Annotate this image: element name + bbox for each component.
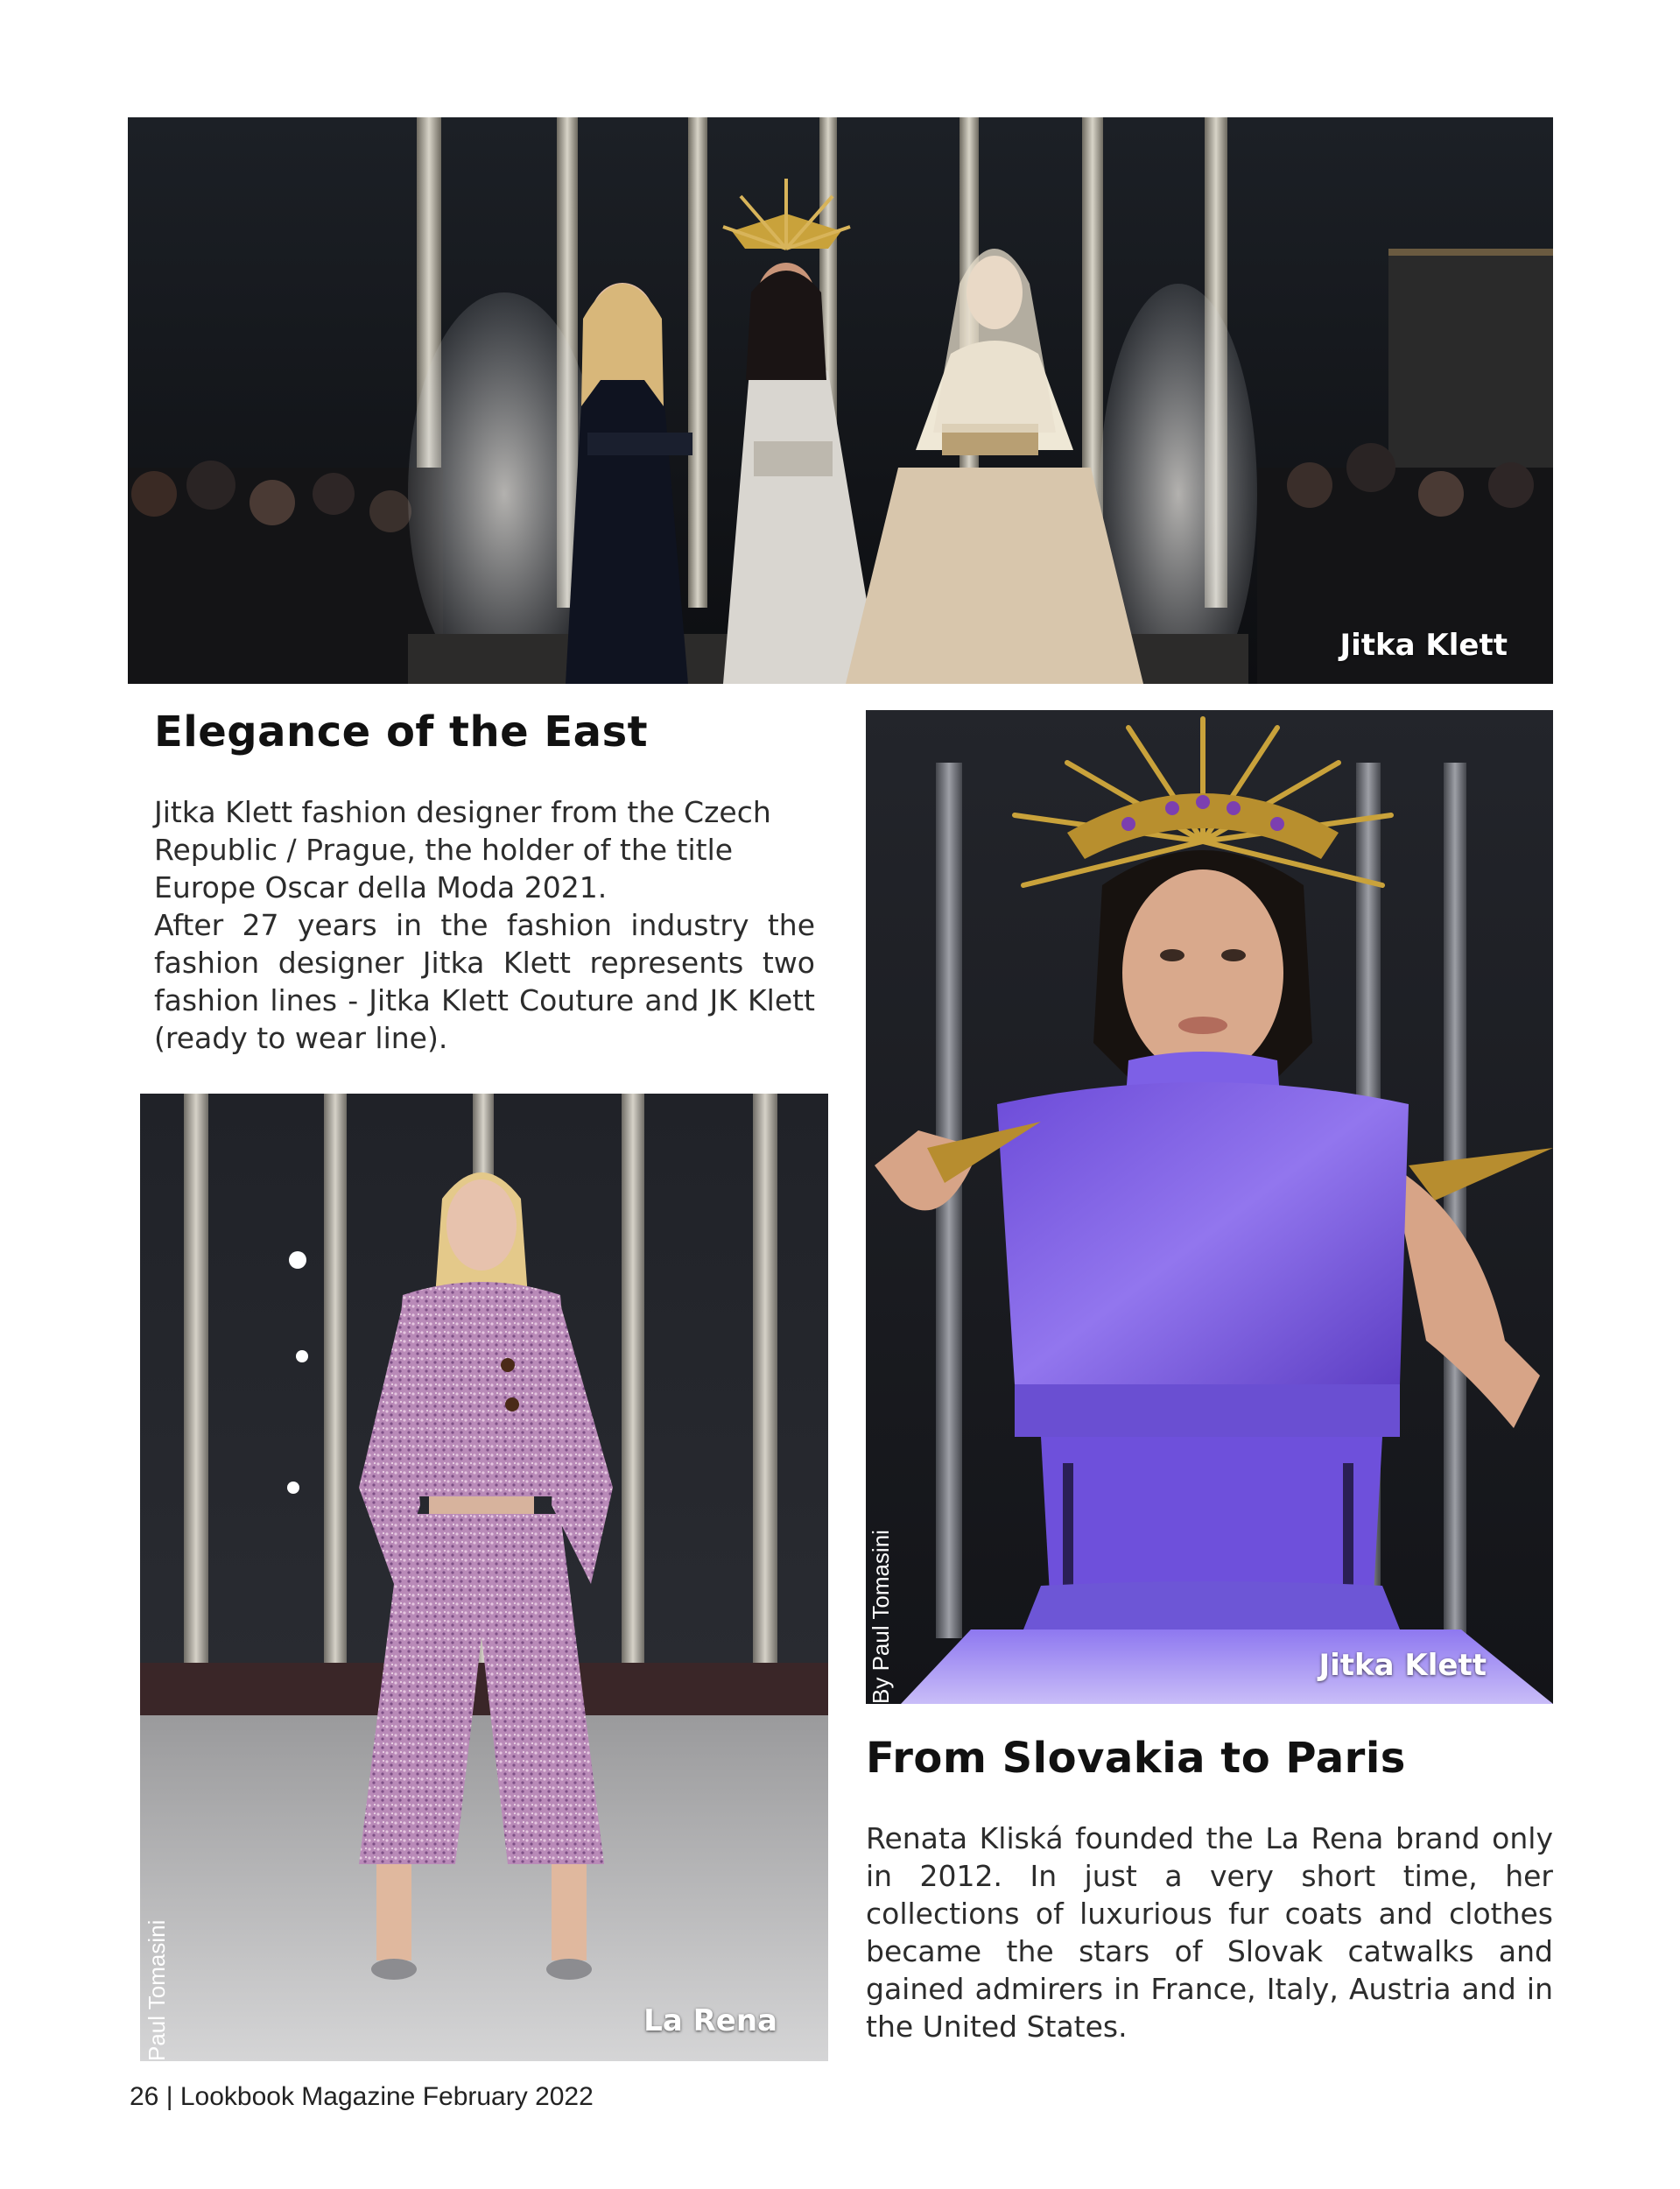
article-paragraph: Renata Kliská founded the La Rena brand only in 2012. In just a very short time, her collections of luxurious fur coats and clothes became the stars of Slovak catwalks and gained admirers in France, Italy, Austria and in the United States. (866, 1821, 1553, 2044)
photo-caption: La Rena (643, 2003, 777, 2038)
photo-runway-group-image (128, 117, 1553, 684)
photo-credit: Paul Tomasini (144, 1919, 170, 2061)
photo-caption: Jitka Klett (1318, 1648, 1487, 1683)
photo-purple-gown (866, 710, 1553, 1704)
photo-credit: By Paul Tomasini (868, 1530, 894, 1704)
article-paragraph: After 27 years in the fashion industry the fashion designer Jitka Klett represents two fashion lines - Jitka Klett Couture and JK Klett (ready to wear line). (154, 908, 815, 1055)
photo-purple-gown-image (866, 710, 1553, 1704)
article-body (154, 793, 815, 1057)
photo-la-rena-model-image (140, 1094, 828, 2061)
article-paragraph: Jitka Klett fashion designer from the Czech Republic / Prague, the holder of the title Europe Oscar della Moda 2021. (154, 795, 771, 904)
page-footer: 26 | Lookbook Magazine February 2022 (130, 2082, 594, 2111)
photo-runway-group (128, 117, 1553, 684)
photo-la-rena-model (140, 1094, 828, 2061)
article-body (866, 1819, 1553, 2045)
article-title: Elegance of the East (154, 707, 649, 757)
article-title: From Slovakia to Paris (866, 1734, 1406, 1783)
photo-caption: Jitka Klett (1339, 628, 1508, 663)
